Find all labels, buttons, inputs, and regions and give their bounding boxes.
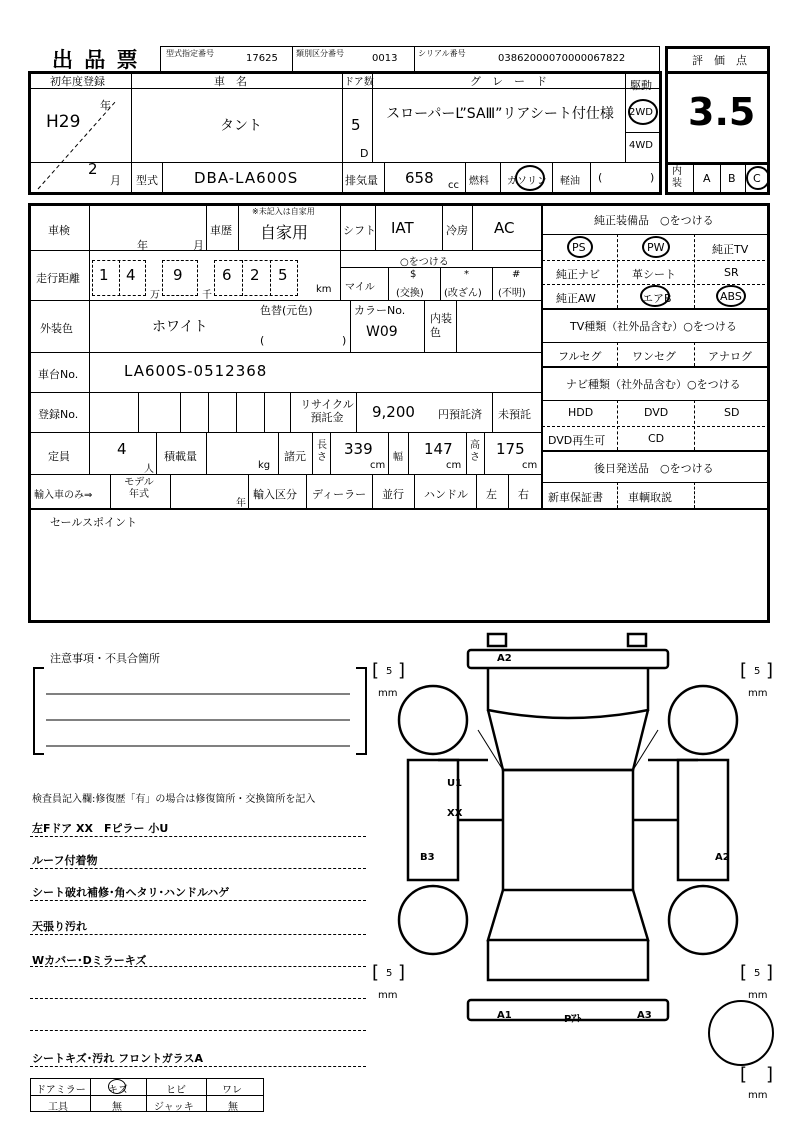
diagram-rear-left: A1 [497,1010,512,1021]
left-label: 左 [486,488,497,501]
serial-value: 03862000070000067822 [498,53,626,64]
car-diagram [378,630,778,1030]
inspector-line-3: シート破れ補修･角ヘタリ･ハンドルハゲ [32,886,230,899]
exchange-label: (交換) [396,288,424,299]
fuel-label: 燃料 [469,176,489,187]
equip-airbag-circle [640,285,670,307]
capacity-label: 定員 [48,450,70,463]
interior-color-label: 内装色 [430,312,452,339]
inspection-month: 月 [193,239,204,252]
fuel-other-open: ( [598,171,603,184]
navi-hdd: HDD [568,406,594,419]
shift-value: IAT [391,219,414,237]
reg-no-label: 登録No. [38,408,79,421]
dealer-label: ディーラー [312,488,367,501]
height-label: 高さ [470,440,480,463]
inspector-line-8: シートキズ･汚れ フロントガラスA [32,1052,203,1065]
navi-title: ナビ種類（社外品含む）○をつける [566,378,741,391]
km-unit: km [316,284,332,295]
table-r2-c2: 無 [112,1102,122,1113]
mileage-digit-5: 2 [250,266,260,284]
diagram-u1: U1 [447,778,463,789]
equip-navi: 純正ナビ [556,268,600,281]
chassis-value: LA600S-0512368 [124,362,268,380]
navi-dvd-play: DVD再生可 [548,434,606,447]
fuel-gasoline: ガソリン [507,176,547,187]
navi-cd: CD [648,432,665,445]
equip-airbag: エアB [642,292,672,305]
displacement-label: 排気量 [345,174,378,187]
drive-4wd: 4WD [629,140,653,151]
repaint-close: ) [342,334,347,347]
doors-value: 5 [351,116,361,134]
equip-abs-circle [716,285,746,307]
ac-label: 冷房 [446,224,468,237]
car-name-label: 車 名 [214,75,247,88]
exterior-value: ホワイト [152,319,208,335]
unknown-sym: # [512,269,521,280]
doors-suffix: D [360,147,369,160]
navi-sd: SD [724,406,740,419]
drive-label: 駆動 [630,79,652,92]
notes-box [30,660,370,760]
tire-fr-value: 5 [754,666,761,677]
color-no-label: カラーNo. [354,304,406,317]
tire-rl-unit: mm [378,990,398,1001]
diagram-front: A2 [497,653,512,664]
inspector-line-5: Wカバー･Dミラーキズ [32,954,147,967]
class-value: 0013 [372,53,398,64]
score-value: 3.5 [688,90,756,134]
exchange-sym: $ [410,269,417,280]
mileage-label: 走行距離 [36,272,80,285]
inspection-year: 年 [137,239,148,252]
table-r2-c1: 工具 [48,1102,68,1113]
not-deposited: 未預託 [498,408,531,421]
diagram-rear-mid: Pｱﾄ [564,1014,582,1025]
model-year-label: モデル年式 [124,477,154,500]
interior-a: A [703,172,711,185]
history-value: 自家用 [260,223,309,242]
tire-rl-value: 5 [386,968,393,979]
unknown-label: (不明) [498,288,526,299]
diagram-right: A2 [715,852,730,863]
chassis-label: 車台No. [38,368,79,381]
recycle-unit: 円預託済 [438,408,482,421]
first-reg-year: H29 [46,112,81,132]
mark-note: ○をつける [400,257,449,268]
interior-c-circle [746,166,770,190]
color-no-value: W09 [366,324,398,340]
right-label: 右 [518,488,529,501]
score-label: 評 価 点 [692,54,747,67]
interior-label: 内装 [672,166,682,189]
serial-label: シリアル番号 [418,49,466,58]
displacement-value: 658 [405,169,434,187]
tv-oneseg: ワンセグ [632,350,676,363]
mileage-digit-3: 9 [173,266,183,284]
year-month-diagonal [30,89,130,194]
equipment-title: 純正装備品 ○をつける [594,214,714,227]
tire-fl-value: 5 [386,666,393,677]
mileage-digit-6: 5 [278,266,288,284]
sen-unit: 千 [202,290,212,301]
recycle-label: リサイクル預託金 [300,398,354,424]
equip-sr: SR [724,266,739,279]
drive-2wd-circle [628,99,658,125]
equip-tv: 純正TV [712,243,749,256]
inspector-line-1: 左Fドア XX Fピラー 小U [32,822,169,835]
man-unit: 万 [150,290,160,301]
model-value: DBA-LA600S [194,169,299,187]
import-class-label: 輸入区分 [253,488,297,501]
sales-point-label: セールスポイント [50,516,138,529]
later-manual: 車輌取説 [628,491,672,504]
class-label: 類別区分番号 [296,49,344,58]
model-year-unit: 年 [236,498,246,509]
type-spec-label: 型式指定番号 [166,49,214,58]
equip-ps: PS [572,241,586,254]
fuel-other-close: ) [650,171,655,184]
table-scratch-circle [108,1079,126,1094]
parallel-label: 並行 [382,488,404,501]
table-r2-c4: 無 [228,1102,238,1113]
car-name-value: タント [220,118,262,134]
first-reg-label: 初年度登録 [50,75,105,88]
navi-dvd: DVD [644,406,669,419]
tire-rr-unit: mm [748,990,768,1001]
notes-label: 注意事項・不具合箇所 [50,652,160,665]
load-label: 積載量 [164,450,197,463]
recycle-value: 9,200 [372,403,415,421]
history-note: ※未記入は自家用 [252,207,315,216]
inspection-label: 車検 [48,224,70,237]
tire-fl-unit: mm [378,688,398,699]
table-r1-c2: キズ [108,1085,128,1096]
tv-fullseg: フルセグ [558,350,602,363]
tire-fr-unit: mm [748,688,768,699]
inspector-line-4: 天張り汚れ [32,920,87,933]
height-unit: cm [522,460,538,471]
length-value: 339 [344,440,373,458]
page-title: 出 品 票 [52,48,140,72]
table-r1-c1: ドアミラー [36,1085,86,1096]
later-warranty: 新車保証書 [548,491,603,504]
dims-label: 諸元 [284,450,306,463]
tv-title: TV種類（社外品含む）○をつける [570,320,737,333]
mileage-digit-1: 1 [99,266,109,284]
tire-rr-value: 5 [754,968,761,979]
diagram-rear-right: A3 [637,1010,652,1021]
altered-sym: * [464,269,469,280]
equip-leather: 革シート [632,268,676,281]
repaint-label: 色替(元色) [260,304,313,317]
doors-label: ドア数 [344,77,374,88]
month-unit: 月 [110,174,121,187]
mileage-digit-4: 6 [222,266,232,284]
inspector-line-2: ルーフ付着物 [32,854,98,867]
first-reg-month: 2 [88,160,98,178]
width-unit: cm [446,460,462,471]
mileage-digit-2: 4 [126,266,136,284]
tire-spare-unit: mm [748,1090,768,1101]
interior-b: B [728,172,736,185]
equip-pw-circle [642,236,670,258]
diagram-xx: XX [447,808,463,819]
spare-tire [708,1000,774,1066]
grade-label: グ レ ー ド [470,75,547,88]
equip-aw: 純正AW [556,292,596,305]
table-r1-c4: ワレ [222,1085,242,1096]
displacement-unit: cc [448,180,459,191]
drive-2wd: 2WD [629,107,653,118]
grade-value: スローパーL”SAⅢ”リアシート付仕様 [386,106,614,122]
fuel-diesel: 軽油 [560,176,580,187]
capacity-unit: 人 [144,464,154,475]
width-label: 幅 [393,452,403,463]
shift-label: シフト [343,224,376,237]
altered-label: (改ざん) [444,288,482,299]
height-value: 175 [496,440,525,458]
exterior-label: 外装色 [40,322,73,335]
import-label: 輸入車のみ⇒ [34,490,93,501]
length-unit: cm [370,460,386,471]
inspector-label: 検査員記入欄:修復歴「有」の場合は修復箇所・交換箇所を記入 [32,794,316,805]
length-label: 長さ [317,440,327,463]
tv-analog: アナログ [708,350,752,363]
capacity-value: 4 [117,440,127,458]
mile-label: マイル [345,282,375,293]
interior-c: C [753,172,761,185]
load-unit: kg [258,460,271,471]
table-r1-c3: ヒビ [166,1085,186,1096]
equip-ps-circle [567,236,593,258]
width-value: 147 [424,440,453,458]
table-r2-c3: ジャッキ [154,1102,194,1113]
history-label: 車歴 [210,224,232,237]
equip-pw: PW [647,241,665,254]
type-spec-value: 17625 [246,53,278,64]
handle-label: ハンドル [424,488,468,501]
ac-value: AC [494,219,515,237]
repaint-open: ( [260,334,265,347]
equip-abs: ABS [720,290,742,303]
diagram-left: B3 [420,852,435,863]
later-title: 後日発送品 ○をつける [594,462,714,475]
model-label: 型式 [136,174,158,187]
year-unit: 年 [100,99,111,112]
fuel-gasoline-circle [515,165,545,191]
